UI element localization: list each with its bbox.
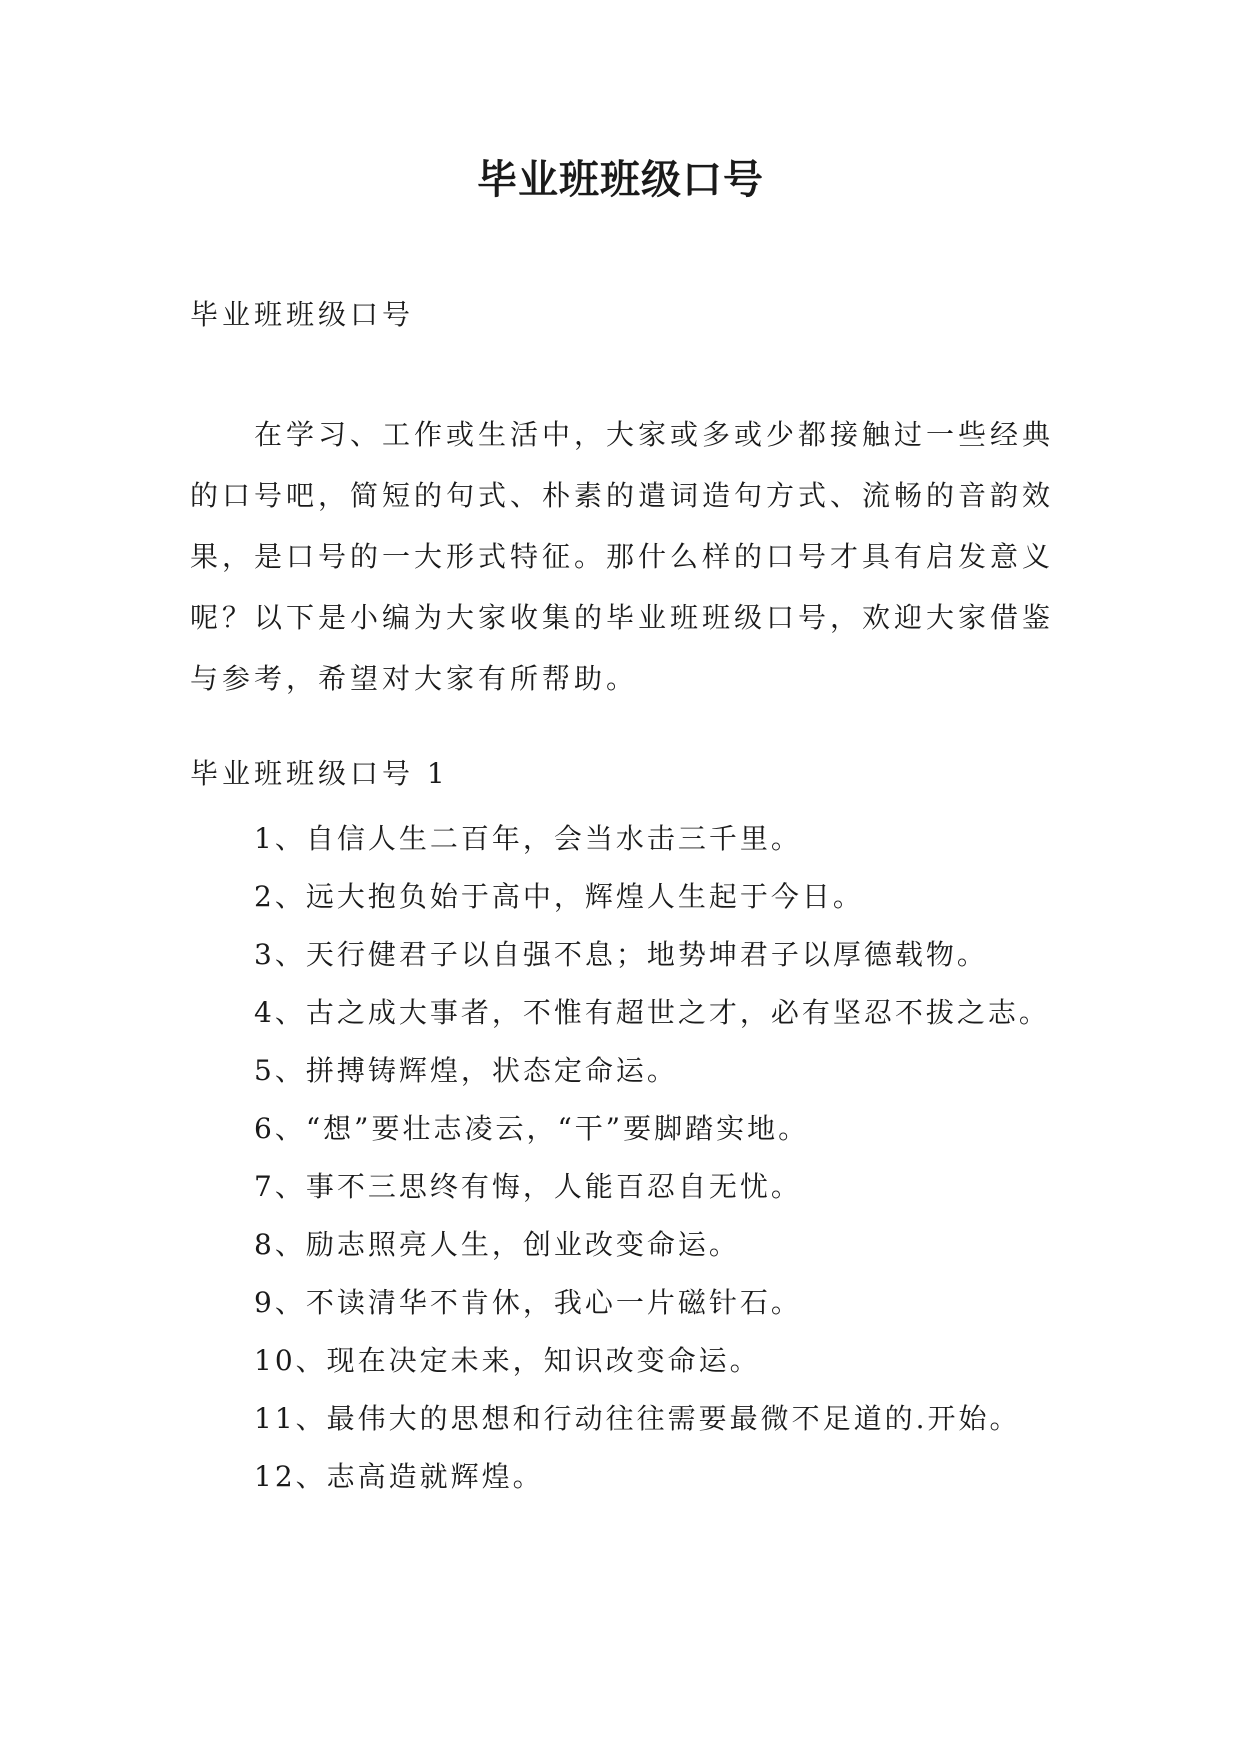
- slogan-item: 4、古之成大事者，不惟有超世之才，必有坚忍不拔之志。: [254, 996, 1050, 1029]
- slogan-item: 9、不读清华不肯休，我心一片磁针石。: [254, 1286, 802, 1319]
- document-title: 毕业班班级口号: [477, 157, 764, 203]
- document-subtitle: 毕业班班级口号: [190, 298, 415, 331]
- slogan-item: 10、现在决定未来，知识改变命运。: [254, 1344, 761, 1377]
- slogan-item: 2、远大抱负始于高中，辉煌人生起于今日。: [254, 880, 864, 913]
- slogan-item: 5、拼搏铸辉煌，状态定命运。: [254, 1054, 678, 1087]
- slogan-item: 1、自信人生二百年，会当水击三千里。: [254, 822, 802, 855]
- intro-paragraph: 在学习、工作或生活中，大家或多或少都接触过一些经典的口号吧，简短的句式、朴素的遣词造句方式、流畅的音韵效果，是口号的一大形式特征。那什么样的口号才具有启发意义呢？以下是小编为大家收集的毕业班班级口号，欢迎大家借鉴与参考，希望对大家有所帮助。: [190, 418, 1055, 695]
- slogan-item: 3、天行健君子以自强不息；地势坤君子以厚德载物。: [254, 938, 988, 971]
- slogan-item: 7、事不三思终有悔，人能百忍自无忧。: [254, 1170, 802, 1203]
- slogan-list: [190, 810, 1070, 1506]
- slogan-item: 11、最伟大的思想和行动往往需要最微不足道的.开始。: [254, 1402, 1021, 1435]
- slogan-item: 12、志高造就辉煌。: [254, 1460, 544, 1493]
- slogan-item: 6、“想”要壮志凌云，“干”要脚踏实地。: [254, 1112, 810, 1145]
- slogan-item: 8、励志照亮人生，创业改变命运。: [254, 1228, 740, 1261]
- section-heading: 毕业班班级口号 1: [190, 757, 449, 790]
